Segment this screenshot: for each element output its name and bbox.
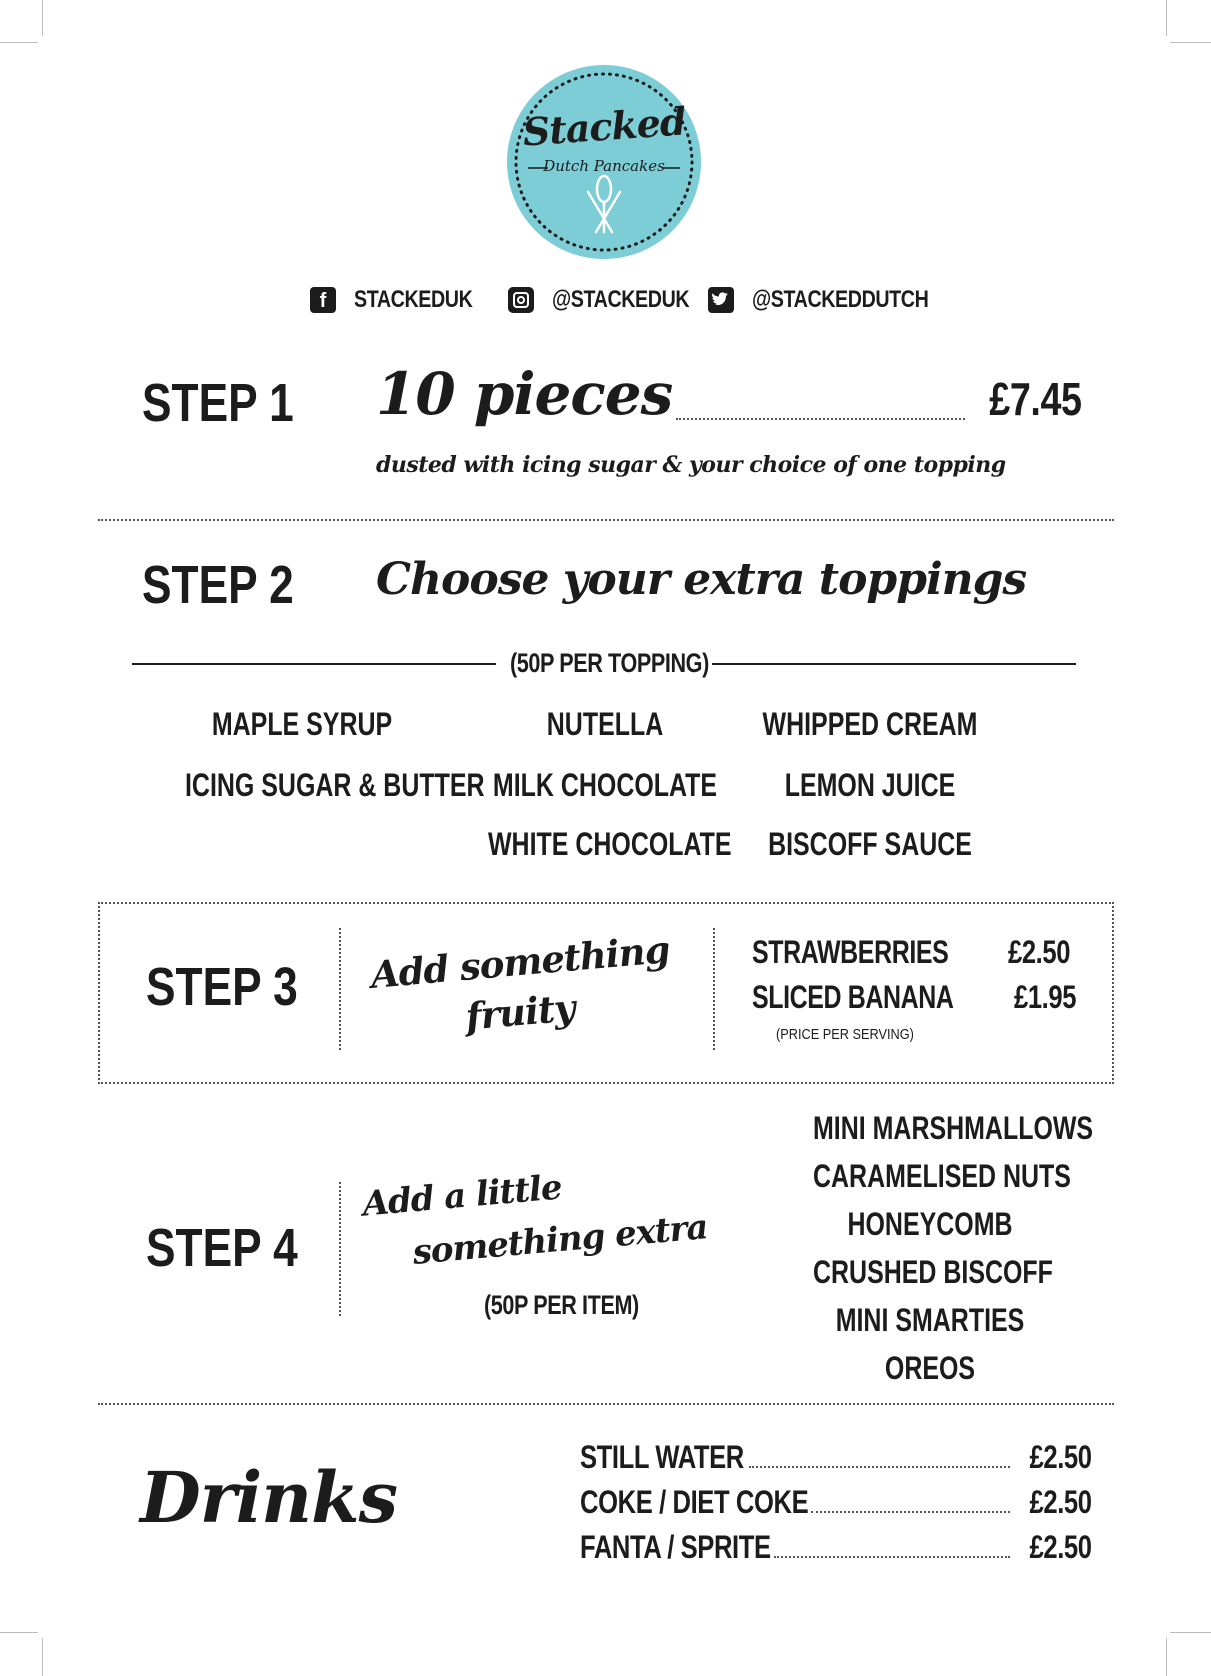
step4-label: STEP 4 [146, 1218, 298, 1278]
brand-tagline: Dutch Pancakes [543, 157, 665, 175]
step2-rule-left [132, 663, 496, 665]
brand-logo [506, 64, 702, 260]
step3-title-line2: fruity [463, 985, 577, 1039]
drink-name: COKE / DIET COKE [580, 1484, 809, 1520]
drink-leader [774, 1556, 1010, 1558]
drink-row [580, 1524, 1092, 1566]
drink-price: £2.50 [1029, 1439, 1092, 1475]
extra-item: MINI MARSHMALLOWS [813, 1110, 1094, 1146]
step2-rule-right [712, 663, 1076, 665]
social-twitter[interactable] [708, 286, 967, 314]
extra-item: HONEYCOMB [847, 1206, 1013, 1242]
step1-note: dusted with icing sugar & your choice of one topping [376, 452, 1006, 478]
drink-leader [811, 1511, 1010, 1513]
step4-note: (50P PER ITEM) [484, 1290, 639, 1320]
topping-item: MAPLE SYRUP [211, 706, 393, 742]
step1-title-row [376, 360, 1082, 428]
step1-leader [676, 418, 965, 420]
drink-leader [749, 1466, 1011, 1468]
fruit-item-name: STRAWBERRIES [752, 934, 949, 970]
topping-item: BISCOFF SAUCE [768, 826, 972, 862]
fruit-item-price: £2.50 [1008, 934, 1071, 970]
instagram-icon [508, 287, 534, 313]
brand-name: Stacked [521, 98, 687, 155]
social-facebook[interactable] [310, 286, 498, 314]
facebook-icon: f [310, 287, 336, 313]
topping-item: NUTELLA [546, 706, 664, 742]
drink-price: £2.50 [1029, 1529, 1092, 1565]
extra-item: OREOS [884, 1350, 976, 1386]
step3-note: (PRICE PER SERVING) [776, 1026, 914, 1043]
social-handle-twitter: @STACKEDDUTCH [752, 286, 929, 313]
drink-name: FANTA / SPRITE [580, 1529, 771, 1565]
topping-item: ICING SUGAR & BUTTER [185, 767, 485, 803]
step2-subtitle: (50P PER TOPPING) [510, 648, 709, 678]
extra-item: CRUSHED BISCOFF [813, 1254, 1053, 1290]
social-handle-facebook: STACKEDUK [354, 286, 473, 313]
divider-2 [98, 1403, 1114, 1405]
drinks-title: Drinks [140, 1456, 397, 1539]
step1-title: 10 pieces [376, 360, 673, 428]
topping-item: WHIPPED CREAM [762, 706, 978, 742]
divider-1 [98, 519, 1114, 521]
topping-item: MILK CHOCOLATE [492, 767, 718, 803]
fruit-item-price: £1.95 [1014, 979, 1077, 1015]
drink-price: £2.50 [1029, 1484, 1092, 1520]
drink-row [580, 1479, 1092, 1521]
step3-title-line1: Add something [368, 927, 672, 997]
social-handle-instagram: @STACKEDUK [552, 286, 690, 313]
twitter-icon [708, 287, 734, 313]
step4-title-line1: Add a little [360, 1167, 564, 1225]
step3-label: STEP 3 [146, 957, 298, 1017]
step2-label: STEP 2 [142, 555, 294, 615]
step3-divider-right [713, 928, 715, 1050]
step4-title-line2: something extra [410, 1207, 710, 1273]
drink-name: STILL WATER [580, 1439, 744, 1475]
step2-title: Choose your extra toppings [376, 554, 1027, 605]
step1-price: £7.45 [989, 373, 1082, 425]
extra-item: CARAMELISED NUTS [813, 1158, 1071, 1194]
topping-item: LEMON JUICE [784, 767, 956, 803]
social-instagram[interactable] [508, 286, 719, 314]
drink-row [580, 1434, 1092, 1476]
extra-item: MINI SMARTIES [835, 1302, 1025, 1338]
fruit-item-name: SLICED BANANA [752, 979, 954, 1015]
step1-label: STEP 1 [142, 373, 294, 433]
topping-item: WHITE CHOCOLATE [488, 826, 732, 862]
